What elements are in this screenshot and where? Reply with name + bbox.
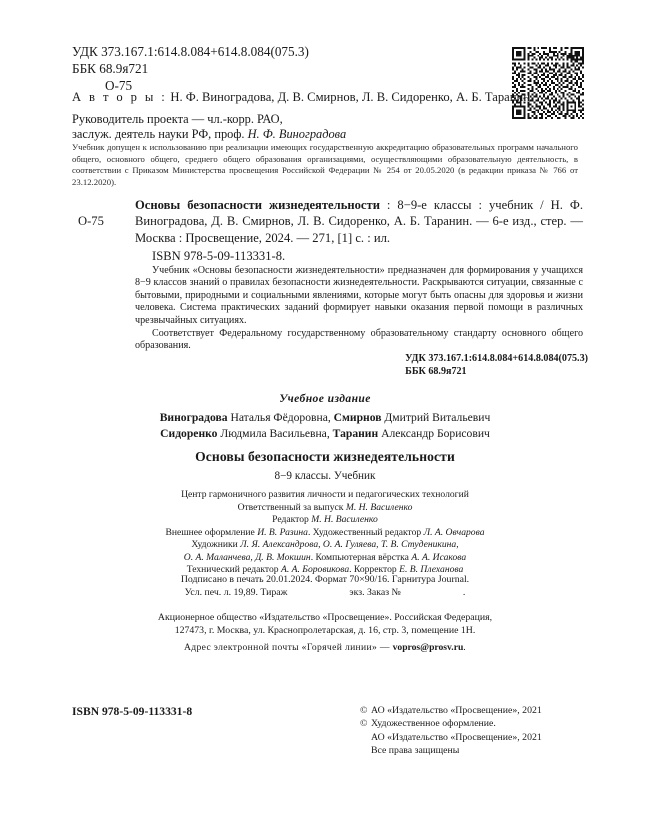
tech-editor-label: Технический редактор: [186, 564, 281, 576]
tech-editor-name: А. А. Боровикова: [280, 564, 350, 576]
person-given-vinogradova: Наталья Фёдоровна,: [227, 411, 334, 424]
edition-credits-top: [0, 489, 650, 514]
qr-code-icon[interactable]: [508, 47, 588, 119]
cutter-number: О-75: [105, 78, 133, 93]
biblio-record: [135, 197, 583, 264]
layout-label: . Компьютерная вёрстка: [310, 551, 412, 563]
proofreader-label: . Корректор: [349, 564, 400, 576]
artists-names-2: О. А. Маланчева, Д. В. Мокшин: [183, 551, 311, 563]
person-given-smirnov: Дмитрий Витальевич: [381, 411, 491, 424]
art-editor-label: . Художественный редактор: [307, 526, 424, 538]
center-line: Центр гармоничного развития личности и педагогических технологий: [181, 489, 469, 500]
edition-persons-line-2: [0, 426, 650, 442]
classification-repeat-block: [405, 353, 588, 378]
edition-persons-line-1: [0, 410, 650, 426]
editor-label: Редактор: [272, 514, 312, 525]
artists-label: Художники: [191, 539, 241, 551]
copyright-row-4: Все права защищены: [371, 744, 460, 756]
copyright-text-2: Художественное оформление.: [371, 718, 496, 730]
project-leader-block: [72, 112, 346, 141]
biblio-cutter: О-75: [78, 214, 104, 228]
imprint-line-1: Подписано в печать 20.01.2024. Формат 70×90/16. Гарнитура Journal.: [180, 574, 470, 585]
copyright-row-1: [360, 704, 542, 717]
hotline-label: Адрес электронной почты «Горячей линии» —: [183, 642, 393, 653]
copyright-row-3: АО «Издательство «Просвещение», 2021: [371, 731, 542, 743]
copyright-text-1: АО «Издательство «Просвещение», 2021: [371, 705, 542, 716]
project-leader-line1: Руководитель проекта — чл.-корр. РАО,: [72, 112, 283, 126]
project-leader-line2: [72, 127, 346, 142]
project-leader-role: заслуж. деятель науки РФ, проф.: [72, 126, 248, 141]
person-surname-taranin: Таранин: [332, 426, 379, 440]
bbk-code-repeat: ББК 68.9я721: [405, 365, 467, 377]
authors-label: А в т о р ы :: [72, 90, 168, 104]
edition-credits-bottom: [0, 514, 650, 577]
authors-names: Н. Ф. Виноградова, Д. В. Смирнов, Л. В. Сидоренко, А. Б. Таранин: [170, 90, 530, 104]
person-surname-smirnov: Смирнов: [333, 411, 382, 424]
biblio-statement: : 8−9-е классы : учебник / Н. Ф. Виноградова, Д. В. Смирнов, Л. В. Сидоренко, А. Б. Таранин. — 6-е изд., стер. — Москва : Просвещение, 2024. — 271, [1] с. : ил.: [135, 198, 583, 245]
person-surname-vinogradova: Виноградова: [159, 411, 228, 424]
imprint-order-period: .: [462, 587, 466, 599]
design-line: [0, 527, 650, 540]
approval-notice: Учебник допущен к использованию при реализации имеющих государственную аккредитацию образовательных программ начального общего, основного общего, среднего общего образования организациями, осуществляющими образовательную деятельность, в соответствии с Приказом Министерства просвещения Российской Федерации № 254 от 20.05.2020 (в редакции приказа № 766 от 23.12.2020).: [72, 142, 578, 187]
copyright-row-2: [360, 717, 542, 730]
biblio-title: Основы безопасности жизнедеятельности: [135, 198, 380, 212]
edition-persons: [0, 410, 650, 441]
person-given-sidorenko: Людмила Васильевна,: [217, 426, 333, 440]
person-surname-sidorenko: Сидоренко: [160, 426, 218, 440]
project-leader-name: Н. Ф. Виноградова: [247, 126, 347, 141]
publisher-line-2: 127473, г. Москва, ул. Краснопролетарская, д. 16, стр. 3, помещение 1Н.: [174, 625, 476, 637]
udk-code-repeat: УДК 373.167.1:614.8.084+614.8.084(075.3): [405, 353, 588, 364]
imprint-sheets-circulation: Усл. печ. л. 19,89. Тираж: [184, 587, 288, 599]
artists-line-2: [0, 552, 650, 565]
art-editor-name: Л. А. Овчарова: [423, 526, 485, 538]
copyright-icon-2: ©: [360, 718, 368, 730]
responsible-label: Ответственный за выпуск: [237, 501, 346, 513]
hotline-line: [0, 642, 650, 653]
design-label: Внешнее оформление: [165, 526, 258, 538]
design-name: И. В. Разина: [257, 526, 308, 538]
edition-heading: Учебное издание: [279, 392, 371, 405]
annotation-paragraph-1: Учебник «Основы безопасности жизнедеятельности» предназначен для формирования у учащихся 8−9 классов знаний о правилах безопасности жизнедеятельности. Раскрываются ситуации, связанные с бытовыми, природными и социальными явлениями, которые могут быть опасны для здоровья и жизни человека. Система практических заданий формирует навыки оказания первой помощи в различных чрезвычайных ситуациях.: [135, 265, 583, 326]
artists-line-1: [0, 539, 650, 552]
imprint-line-2: [0, 586, 650, 599]
edition-subtitle: 8−9 классы. Учебник: [274, 470, 376, 482]
editor-line: [0, 514, 650, 527]
editor-name: М. Н. Василенко: [311, 514, 378, 525]
edition-title: Основы безопасности жизнедеятельности: [195, 449, 455, 464]
person-given-taranin: Александр Борисович: [378, 426, 490, 440]
annotation-block: [135, 265, 583, 353]
proofreader-name: Е. В. Плеханова: [399, 564, 464, 576]
artists-names-1: Л. Я. Александрова, О. А. Гуляева, Т. В. Студеникина,: [240, 539, 459, 551]
publisher-address: [0, 611, 650, 637]
imprint-print-details: [0, 573, 650, 599]
udk-code: УДК 373.167.1:614.8.084+614.8.084(075.3): [72, 44, 309, 59]
copyright-block: [360, 704, 542, 757]
responsible-name: М. Н. Василенко: [345, 501, 413, 513]
bbk-code: ББК 68.9я721: [72, 61, 149, 76]
publisher-line-1: Акционерное общество «Издательство «Просвещение». Российская Федерация,: [157, 612, 493, 623]
footer-isbn: ISBN 978-5-09-113331-8: [72, 705, 193, 718]
responsible-line: [0, 502, 650, 515]
copyright-icon: ©: [360, 705, 368, 716]
classification-block: [72, 43, 309, 94]
imprint-order: экз. Заказ №: [349, 587, 401, 599]
biblio-isbn: ISBN 978-5-09-113331-8.: [152, 248, 286, 263]
layout-name: А. А. Исакова: [411, 551, 467, 563]
hotline-email[interactable]: vopros@prosv.ru: [392, 642, 464, 653]
annotation-paragraph-2: Соответствует Федеральному государственному образовательному стандарту основного общего образования.: [135, 328, 583, 352]
hotline-period: .: [463, 642, 467, 653]
authors-line: [72, 89, 530, 105]
